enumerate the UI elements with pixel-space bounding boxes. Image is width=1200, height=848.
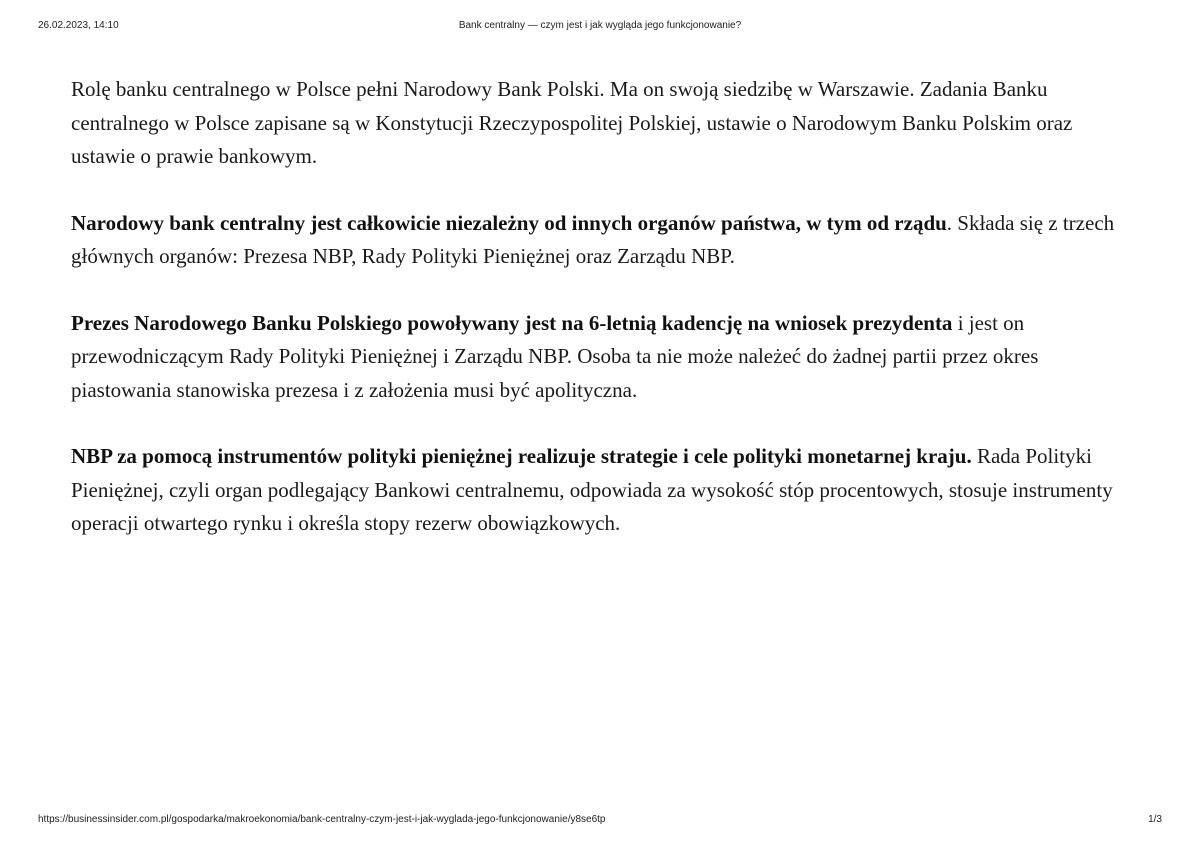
paragraph-2 [71,207,1131,274]
paragraph-3-bold: Prezes Narodowego Banku Polskiego powoływany jest na 6-letnią kadencję na wniosek prezydenta [71,310,953,335]
paragraph-4 [71,440,1131,541]
page-number: 1/3 [1148,814,1162,825]
paragraph-3-text: i jest on przewodniczącym Rady Polityki Pieniężnej i Zarządu NBP. Osoba ta nie może należeć do żadnej partii przez okres piastowania stanowiska prezesa i z założenia musi być apolityczna. [71,310,1039,402]
paragraph-4-text: Rada Polityki Pieniężnej, czyli organ podlegający Bankowi centralnemu, odpowiada za wysokość stóp procentowych, stosuje instrumenty operacji otwartego rynku i określa stopy rezerw obowiązkowych. [71,444,1113,535]
print-page-title: Bank centralny — czym jest i jak wygląda jego funkcjonowanie? [458,20,742,31]
article-body [71,73,1131,574]
paragraph-1-text: Rolę banku centralnego w Polsce pełni Narodowy Bank Polski. Ma on swoją siedzibę w Warszawie. Zadania Banku centralnego w Polsce zapisane są w Konstytucji Rzeczypospolitej Polskiej, ustawie o Narodowym Banku Polskim oraz ustawie o prawie bankowym. [71,77,1073,168]
paragraph-2-text: . Składa się z trzech głównych organów: Prezesa NBP, Rady Polityki Pieniężnej oraz Zarządu NBP. [71,210,1115,268]
paragraph-2-bold: Narodowy bank centralny jest całkowicie niezależny od innych organów państwa, w tym od rządu [71,210,947,235]
paragraph-1 [71,73,1131,174]
print-datetime: 26.02.2023, 14:10 [38,20,119,31]
paragraph-3 [71,307,1131,408]
print-source-url: https://businessinsider.com.pl/gospodarka/makroekonomia/bank-centralny-czym-jest-i-jak-wyglada-jego-funkcjonowanie/y8se6tp [38,814,606,825]
paragraph-4-bold: NBP za pomocą instrumentów polityki pieniężnej realizuje strategie i cele polityki monetarnej kraju. [71,444,972,468]
